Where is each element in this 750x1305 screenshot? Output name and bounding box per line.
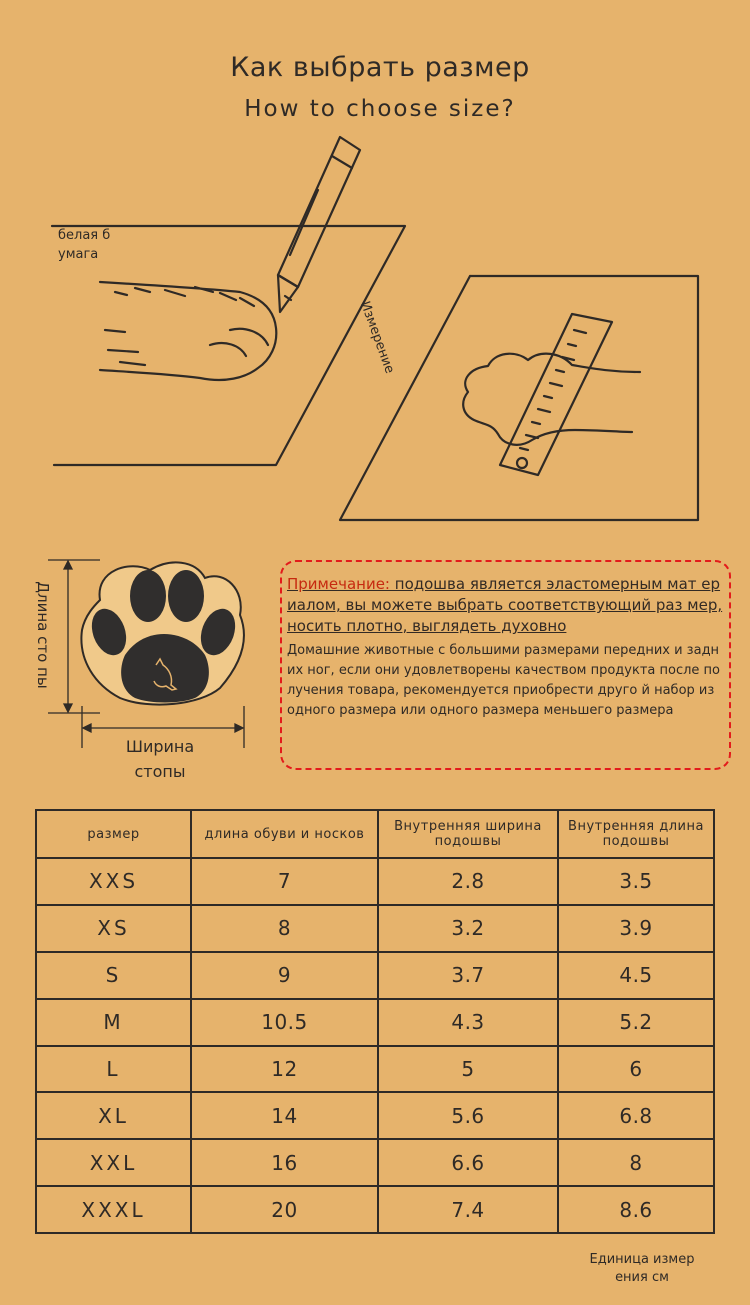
cell-size: S	[36, 952, 191, 999]
cell-inner-length: 3.9	[558, 905, 714, 952]
cell-inner-width: 5.6	[378, 1092, 558, 1139]
cell-inner-length: 8	[558, 1139, 714, 1186]
table-row	[36, 952, 714, 999]
cell-inner-width: 5	[378, 1046, 558, 1093]
cell-shoe-length: 7	[191, 858, 378, 905]
page-title: Как выбрать размер	[230, 52, 530, 83]
table-row	[36, 1092, 714, 1139]
paw-length-label: Длина сто пы	[34, 581, 52, 689]
table-row	[36, 858, 714, 905]
page-subtitle: How to choose size?	[244, 96, 516, 122]
header-shoe-length: длина обуви и носков	[191, 810, 378, 858]
cell-shoe-length: 14	[191, 1092, 378, 1139]
note-box	[280, 560, 731, 770]
cell-inner-length: 5.2	[558, 999, 714, 1046]
cell-inner-width: 7.4	[378, 1186, 558, 1233]
paw-outline-icon	[463, 354, 640, 445]
pencil-icon	[278, 137, 360, 312]
cell-inner-width: 3.7	[378, 952, 558, 999]
note-sub-text: Домашние животные с большими размерами передних и задних ног, если они удовлетворены качеством продукта после получения товара, рекомендуется приобрести друго й набор из одного размера или одного размера меньшего размера	[287, 643, 721, 718]
cell-inner-length: 4.5	[558, 952, 714, 999]
cell-inner-length: 6.8	[558, 1092, 714, 1139]
paw-width-label: Ширина стопы	[125, 737, 195, 781]
header-inner-width: Внутренняя ширина подошвы	[378, 810, 558, 858]
table-row	[36, 1186, 714, 1233]
note-prefix: Примечание:	[287, 575, 390, 593]
cell-size: XXS	[36, 858, 191, 905]
cell-size: XL	[36, 1092, 191, 1139]
table-row	[36, 999, 714, 1046]
table-row	[36, 905, 714, 952]
cell-shoe-length: 10.5	[191, 999, 378, 1046]
ruler-icon	[500, 314, 612, 475]
table-header-row	[36, 810, 714, 858]
dog-leg-icon	[100, 282, 276, 380]
table-row	[36, 1139, 714, 1186]
cell-inner-length: 6	[558, 1046, 714, 1093]
cell-size: L	[36, 1046, 191, 1093]
header-size: размер	[36, 810, 191, 858]
table-row	[36, 1046, 714, 1093]
cell-shoe-length: 12	[191, 1046, 378, 1093]
cell-shoe-length: 9	[191, 952, 378, 999]
size-table	[35, 809, 715, 1234]
cell-inner-width: 6.6	[378, 1139, 558, 1186]
cell-inner-width: 3.2	[378, 905, 558, 952]
note-main-body: подошва является эластомерным мат ериалом, вы можете выбрать соответствующий раз мер, носить плотно, выглядеть духовно	[287, 575, 723, 635]
paw-diagram	[81, 562, 244, 704]
header-inner-length: Внутренняя длина подошвы	[558, 810, 714, 858]
cell-size: XS	[36, 905, 191, 952]
note-main-text	[287, 574, 723, 637]
cell-shoe-length: 20	[191, 1186, 378, 1233]
cell-size: M	[36, 999, 191, 1046]
cell-size: XXL	[36, 1139, 191, 1186]
cell-shoe-length: 16	[191, 1139, 378, 1186]
cell-inner-length: 3.5	[558, 858, 714, 905]
cell-shoe-length: 8	[191, 905, 378, 952]
cell-inner-width: 2.8	[378, 858, 558, 905]
cell-inner-length: 8.6	[558, 1186, 714, 1233]
measure-label: Измерение	[357, 299, 397, 376]
cell-size: XXXL	[36, 1186, 191, 1233]
cell-inner-width: 4.3	[378, 999, 558, 1046]
unit-label: Единица измер ения см	[589, 1252, 695, 1285]
paper-label: белая б умага	[58, 228, 111, 262]
